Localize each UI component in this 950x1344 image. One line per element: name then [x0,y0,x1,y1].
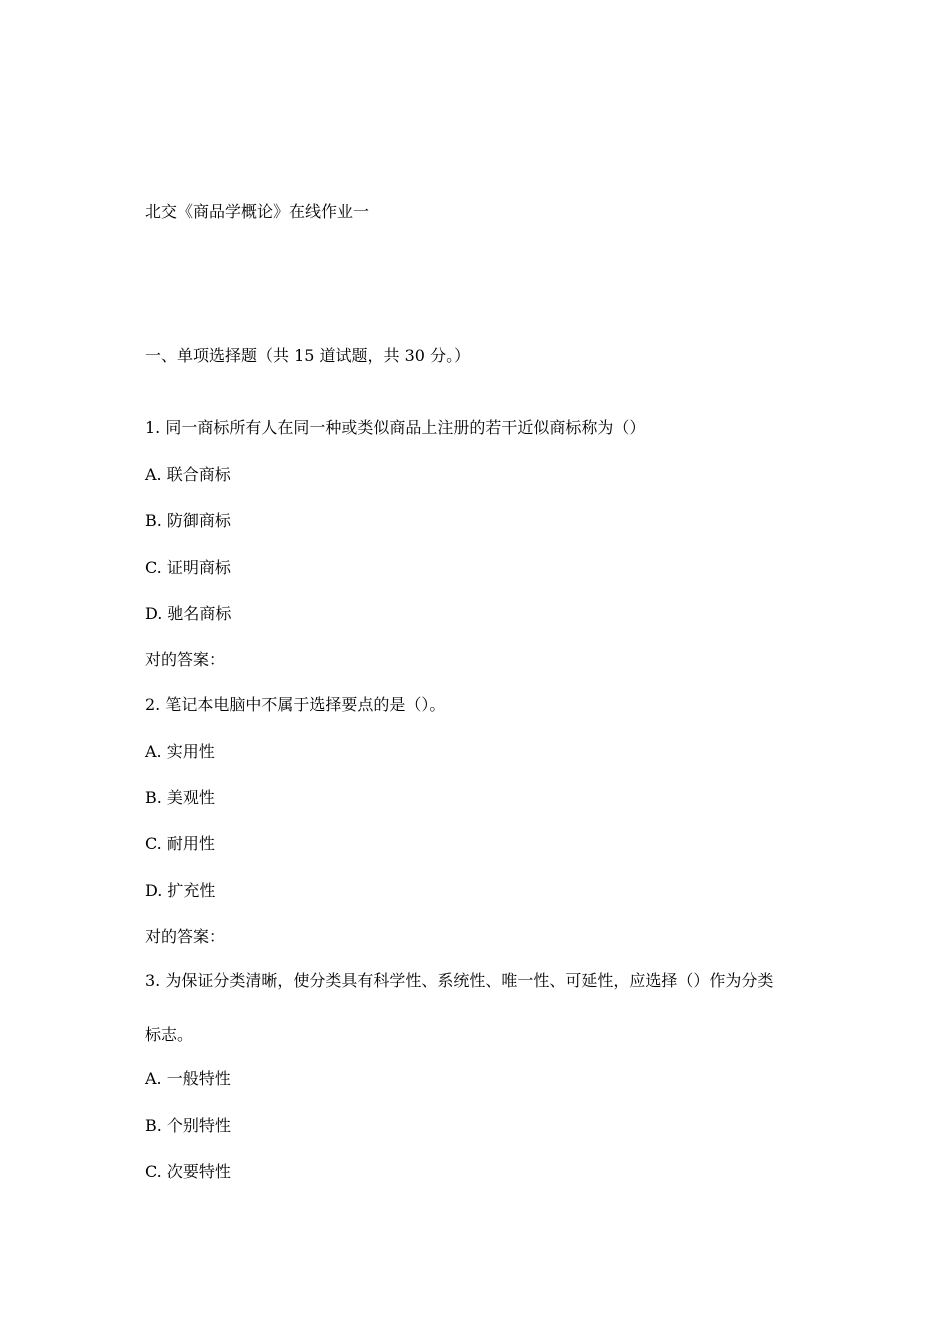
question-2-option-b: B. 美观性 [145,788,215,807]
question-2-stem: 2. 笔记本电脑中不属于选择要点的是（）。 [145,695,446,714]
question-1-stem: 1. 同一商标所有人在同一种或类似商品上注册的若干近似商标称为（） [145,418,646,437]
question-3-stem-continued: 标志。 [145,1025,194,1044]
document-title: 北交《商品学概论》在线作业一 [145,202,370,221]
question-2-answer-label: 对的答案： [145,927,226,946]
question-3-option-c: C. 次要特性 [145,1162,231,1181]
question-1-option-b: B. 防御商标 [145,511,231,530]
question-3-stem: 3. 为保证分类清晰，使分类具有科学性、系统性、唯一性、可延性，应选择（）作为分类 [145,971,774,990]
section-heading: 一、单项选择题（共 15 道试题，共 30 分。） [145,346,471,365]
question-2-option-d: D. 扩充性 [145,881,216,900]
question-3-option-b: B. 个别特性 [145,1116,231,1135]
question-1-answer-label: 对的答案： [145,650,226,669]
question-2-option-c: C. 耐用性 [145,834,215,853]
question-3-option-a: A. 一般特性 [145,1069,231,1088]
question-1-option-a: A. 联合商标 [145,465,231,484]
question-2-option-a: A. 实用性 [145,742,215,761]
question-1-option-d: D. 驰名商标 [145,604,232,623]
question-1-option-c: C. 证明商标 [145,558,231,577]
